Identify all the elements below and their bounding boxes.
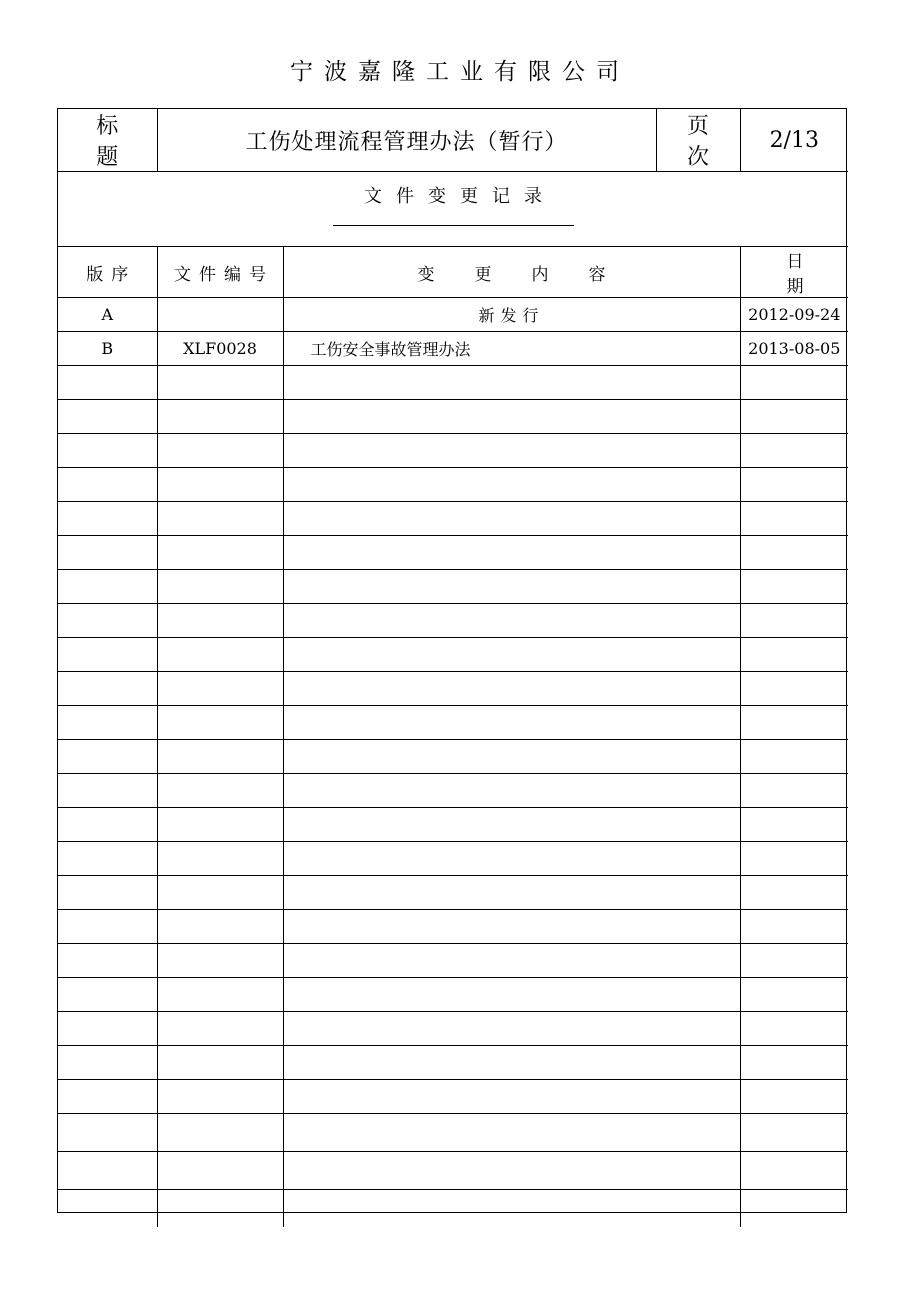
cell-content <box>283 570 740 604</box>
cell-date <box>740 400 848 434</box>
cell-content <box>283 366 740 400</box>
document-sheet <box>57 108 850 1213</box>
blank-row <box>58 978 848 1012</box>
cell-doc-number <box>157 876 283 910</box>
col-header-version: 版序 <box>58 247 157 298</box>
cell-content <box>283 1114 740 1152</box>
cell-doc-number <box>157 740 283 774</box>
change-record-table <box>58 109 848 1227</box>
blank-row <box>58 672 848 706</box>
blank-row <box>58 842 848 876</box>
cell-doc-number <box>157 706 283 740</box>
blank-row <box>58 366 848 400</box>
cell-doc-number <box>157 536 283 570</box>
record-title-row <box>58 172 848 247</box>
cell-content <box>283 842 740 876</box>
cell-content <box>283 978 740 1012</box>
column-header-row <box>58 247 848 298</box>
cell-version <box>58 672 157 706</box>
cell-date <box>740 604 848 638</box>
cell-doc-number <box>157 502 283 536</box>
cell-content <box>283 604 740 638</box>
col-header-date: 日期 <box>740 247 848 298</box>
cell-doc-number <box>157 910 283 944</box>
cell-date <box>740 672 848 706</box>
blank-row <box>58 604 848 638</box>
blank-row <box>58 1080 848 1114</box>
cell-date <box>740 1046 848 1080</box>
cell-content <box>283 740 740 774</box>
cell-date <box>740 740 848 774</box>
cell-doc-number <box>157 944 283 978</box>
col-header-doc-number: 文件编号 <box>157 247 283 298</box>
title-label: 标题 <box>58 109 157 172</box>
cell-date <box>740 570 848 604</box>
cell-doc-number <box>157 1012 283 1046</box>
cell-content <box>283 1046 740 1080</box>
cell-content <box>283 774 740 808</box>
cell-date <box>740 1190 848 1228</box>
cell-date <box>740 1080 848 1114</box>
cell-doc-number <box>157 672 283 706</box>
cell-version <box>58 570 157 604</box>
cell-date <box>740 944 848 978</box>
cell-content <box>283 400 740 434</box>
cell-doc-number <box>157 638 283 672</box>
record-title-underline <box>333 225 574 226</box>
cell-version <box>58 1046 157 1080</box>
cell-content <box>283 876 740 910</box>
cell-content <box>283 536 740 570</box>
cell-date <box>740 842 848 876</box>
blank-row <box>58 638 848 672</box>
blank-row <box>58 570 848 604</box>
cell-doc-number <box>157 570 283 604</box>
cell-doc-number <box>157 468 283 502</box>
cell-doc-number: XLF0028 <box>157 332 283 366</box>
cell-version <box>58 1080 157 1114</box>
blank-row <box>58 910 848 944</box>
cell-date: 2012-09-24 <box>740 298 848 332</box>
cell-doc-number <box>157 604 283 638</box>
cell-doc-number <box>157 774 283 808</box>
cell-version <box>58 1152 157 1190</box>
cell-doc-number <box>157 1080 283 1114</box>
page-number: 2/13 <box>740 109 848 172</box>
cell-content <box>283 910 740 944</box>
blank-row <box>58 740 848 774</box>
cell-content <box>283 944 740 978</box>
blank-row <box>58 706 848 740</box>
cell-doc-number <box>157 808 283 842</box>
table-row <box>58 298 848 332</box>
cell-content <box>283 706 740 740</box>
cell-content: 工伤安全事故管理办法 <box>283 332 740 366</box>
cell-doc-number <box>157 1046 283 1080</box>
cell-content <box>283 1012 740 1046</box>
cell-date <box>740 1152 848 1190</box>
cell-version <box>58 842 157 876</box>
cell-content <box>283 434 740 468</box>
cell-content <box>283 502 740 536</box>
blank-row <box>58 1152 848 1190</box>
cell-version <box>58 638 157 672</box>
blank-row <box>58 808 848 842</box>
cell-date <box>740 978 848 1012</box>
cell-version <box>58 400 157 434</box>
blank-row <box>58 1046 848 1080</box>
cell-version <box>58 808 157 842</box>
cell-date <box>740 502 848 536</box>
blank-row <box>58 1012 848 1046</box>
blank-row <box>58 502 848 536</box>
company-name: 宁波嘉隆工业有限公司 <box>290 59 630 85</box>
blank-row <box>58 400 848 434</box>
cell-content <box>283 638 740 672</box>
cell-date <box>740 808 848 842</box>
cell-version <box>58 774 157 808</box>
cell-version <box>58 876 157 910</box>
table-row <box>58 332 848 366</box>
cell-version <box>58 468 157 502</box>
cell-doc-number <box>157 298 283 332</box>
cell-doc-number <box>157 1190 283 1228</box>
cell-version <box>58 978 157 1012</box>
cell-content <box>283 1190 740 1228</box>
blank-row <box>58 536 848 570</box>
cell-doc-number <box>157 978 283 1012</box>
cell-date <box>740 706 848 740</box>
blank-row <box>58 468 848 502</box>
cell-doc-number <box>157 366 283 400</box>
cell-date: 2013-08-05 <box>740 332 848 366</box>
blank-row <box>58 1114 848 1152</box>
cell-version <box>58 740 157 774</box>
cell-content <box>283 1080 740 1114</box>
cell-doc-number <box>157 1114 283 1152</box>
cell-version: A <box>58 298 157 332</box>
cell-date <box>740 910 848 944</box>
cell-version <box>58 366 157 400</box>
cell-date <box>740 536 848 570</box>
cell-version <box>58 536 157 570</box>
cell-doc-number <box>157 842 283 876</box>
document-title: 工伤处理流程管理办法（暂行） <box>157 109 656 172</box>
cell-date <box>740 774 848 808</box>
blank-row <box>58 944 848 978</box>
cell-date <box>740 468 848 502</box>
cell-date <box>740 1012 848 1046</box>
cell-content <box>283 1152 740 1190</box>
cell-date <box>740 434 848 468</box>
cell-version <box>58 706 157 740</box>
cell-version <box>58 604 157 638</box>
cell-date <box>740 638 848 672</box>
cell-doc-number <box>157 400 283 434</box>
cell-date <box>740 1114 848 1152</box>
col-header-content: 变更内容 <box>283 247 740 298</box>
cell-version <box>58 944 157 978</box>
record-title: 文件变更记录 <box>364 186 556 207</box>
cell-content <box>283 468 740 502</box>
cell-date <box>740 366 848 400</box>
cell-date <box>740 876 848 910</box>
cell-content <box>283 808 740 842</box>
blank-row <box>58 876 848 910</box>
blank-row <box>58 1190 848 1228</box>
cell-version <box>58 502 157 536</box>
page-label: 页次 <box>656 109 740 172</box>
cell-version <box>58 1114 157 1152</box>
cell-version <box>58 910 157 944</box>
cell-content: 新发行 <box>283 298 740 332</box>
cell-version <box>58 434 157 468</box>
cell-version <box>58 1190 157 1228</box>
blank-row <box>58 434 848 468</box>
title-row <box>58 109 848 172</box>
cell-content <box>283 672 740 706</box>
cell-doc-number <box>157 1152 283 1190</box>
cell-doc-number <box>157 434 283 468</box>
cell-version <box>58 1012 157 1046</box>
blank-row <box>58 774 848 808</box>
cell-version: B <box>58 332 157 366</box>
